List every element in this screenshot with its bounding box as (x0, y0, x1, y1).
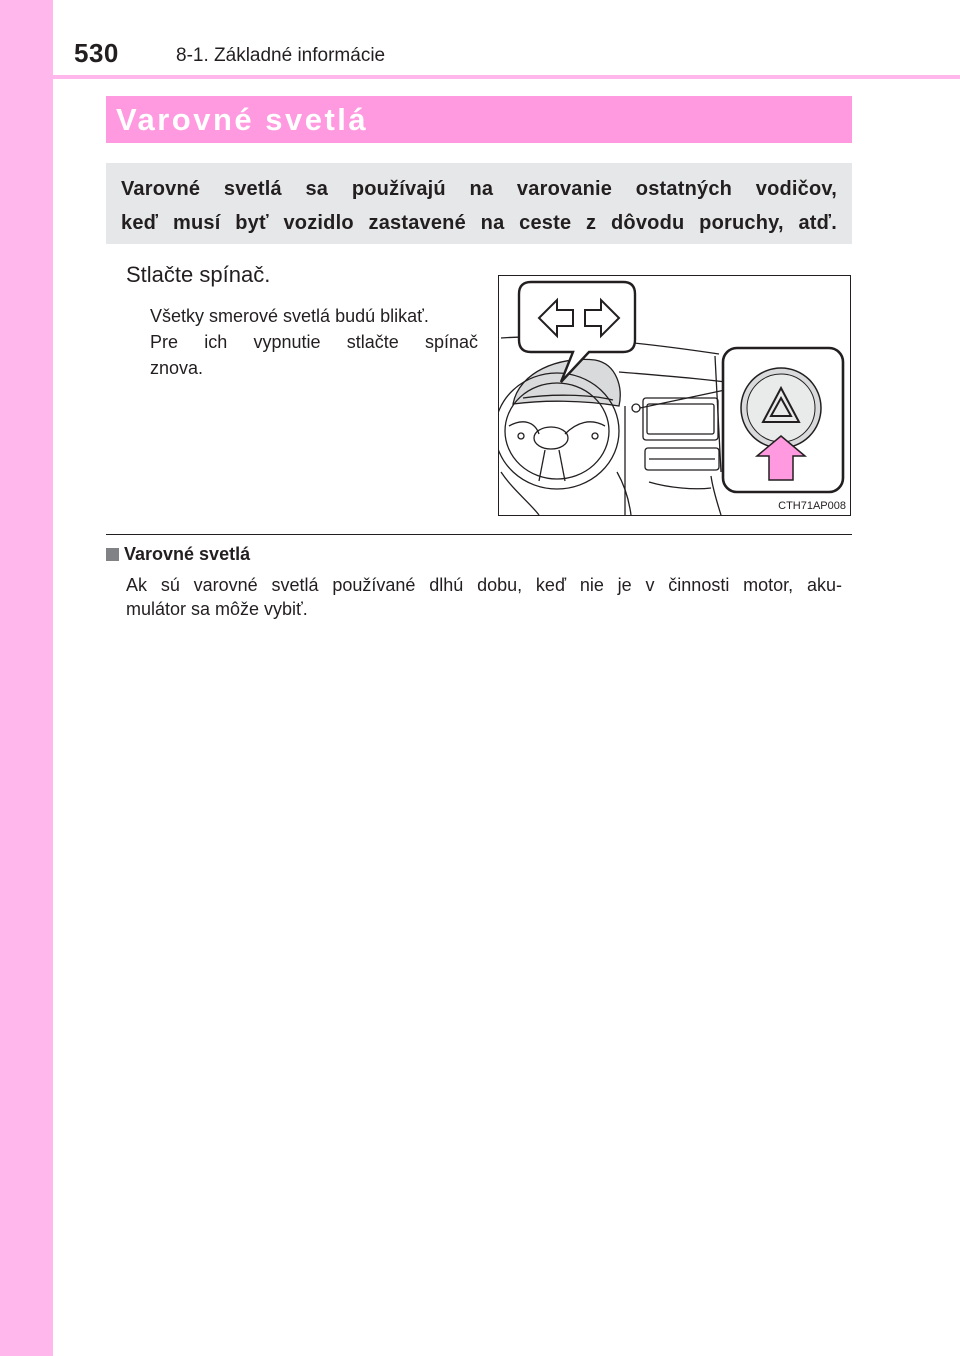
step-title: Stlačte spínač. (126, 262, 271, 287)
side-strip (0, 0, 53, 1356)
step-line: Všetky smerové svetlá budú blikať. (150, 306, 429, 326)
divider (106, 534, 852, 535)
hazard-switch-callout (723, 348, 843, 492)
intro-box (106, 163, 852, 244)
step-line: znova. (150, 358, 204, 378)
title-bar (106, 96, 852, 143)
bullet-square-icon (106, 548, 119, 561)
note-heading (106, 544, 250, 565)
section-label: 8-1. Základné informácie (176, 45, 386, 66)
figure-code: CTH71AP008 (778, 500, 846, 512)
header-rule (53, 75, 960, 79)
note-heading-text: Varovné svetlá (124, 544, 251, 564)
note-line: Ak sú varovné svetlá používané dlhú dobu, keď nie je v činnosti motor, aku- (126, 575, 842, 595)
note-body (126, 573, 842, 621)
intro-text (121, 172, 837, 240)
intro-line: keď musí byť vozidlo zastavené na ceste z dôvodu poruchy, atď. (121, 212, 837, 234)
step-line: Pre ich vypnutie stlačte spínač (150, 332, 478, 352)
note-line: mulátor sa môže vybiť. (126, 599, 308, 619)
page-title: Varovné svetlá (116, 102, 369, 137)
page-number: 530 (74, 38, 119, 68)
hazard-switch-illustration (498, 275, 851, 516)
intro-line: Varovné svetlá sa používajú na varovanie ostatných vodičov, (121, 178, 837, 200)
step-body (150, 303, 478, 381)
dashboard-drawing (499, 276, 850, 515)
